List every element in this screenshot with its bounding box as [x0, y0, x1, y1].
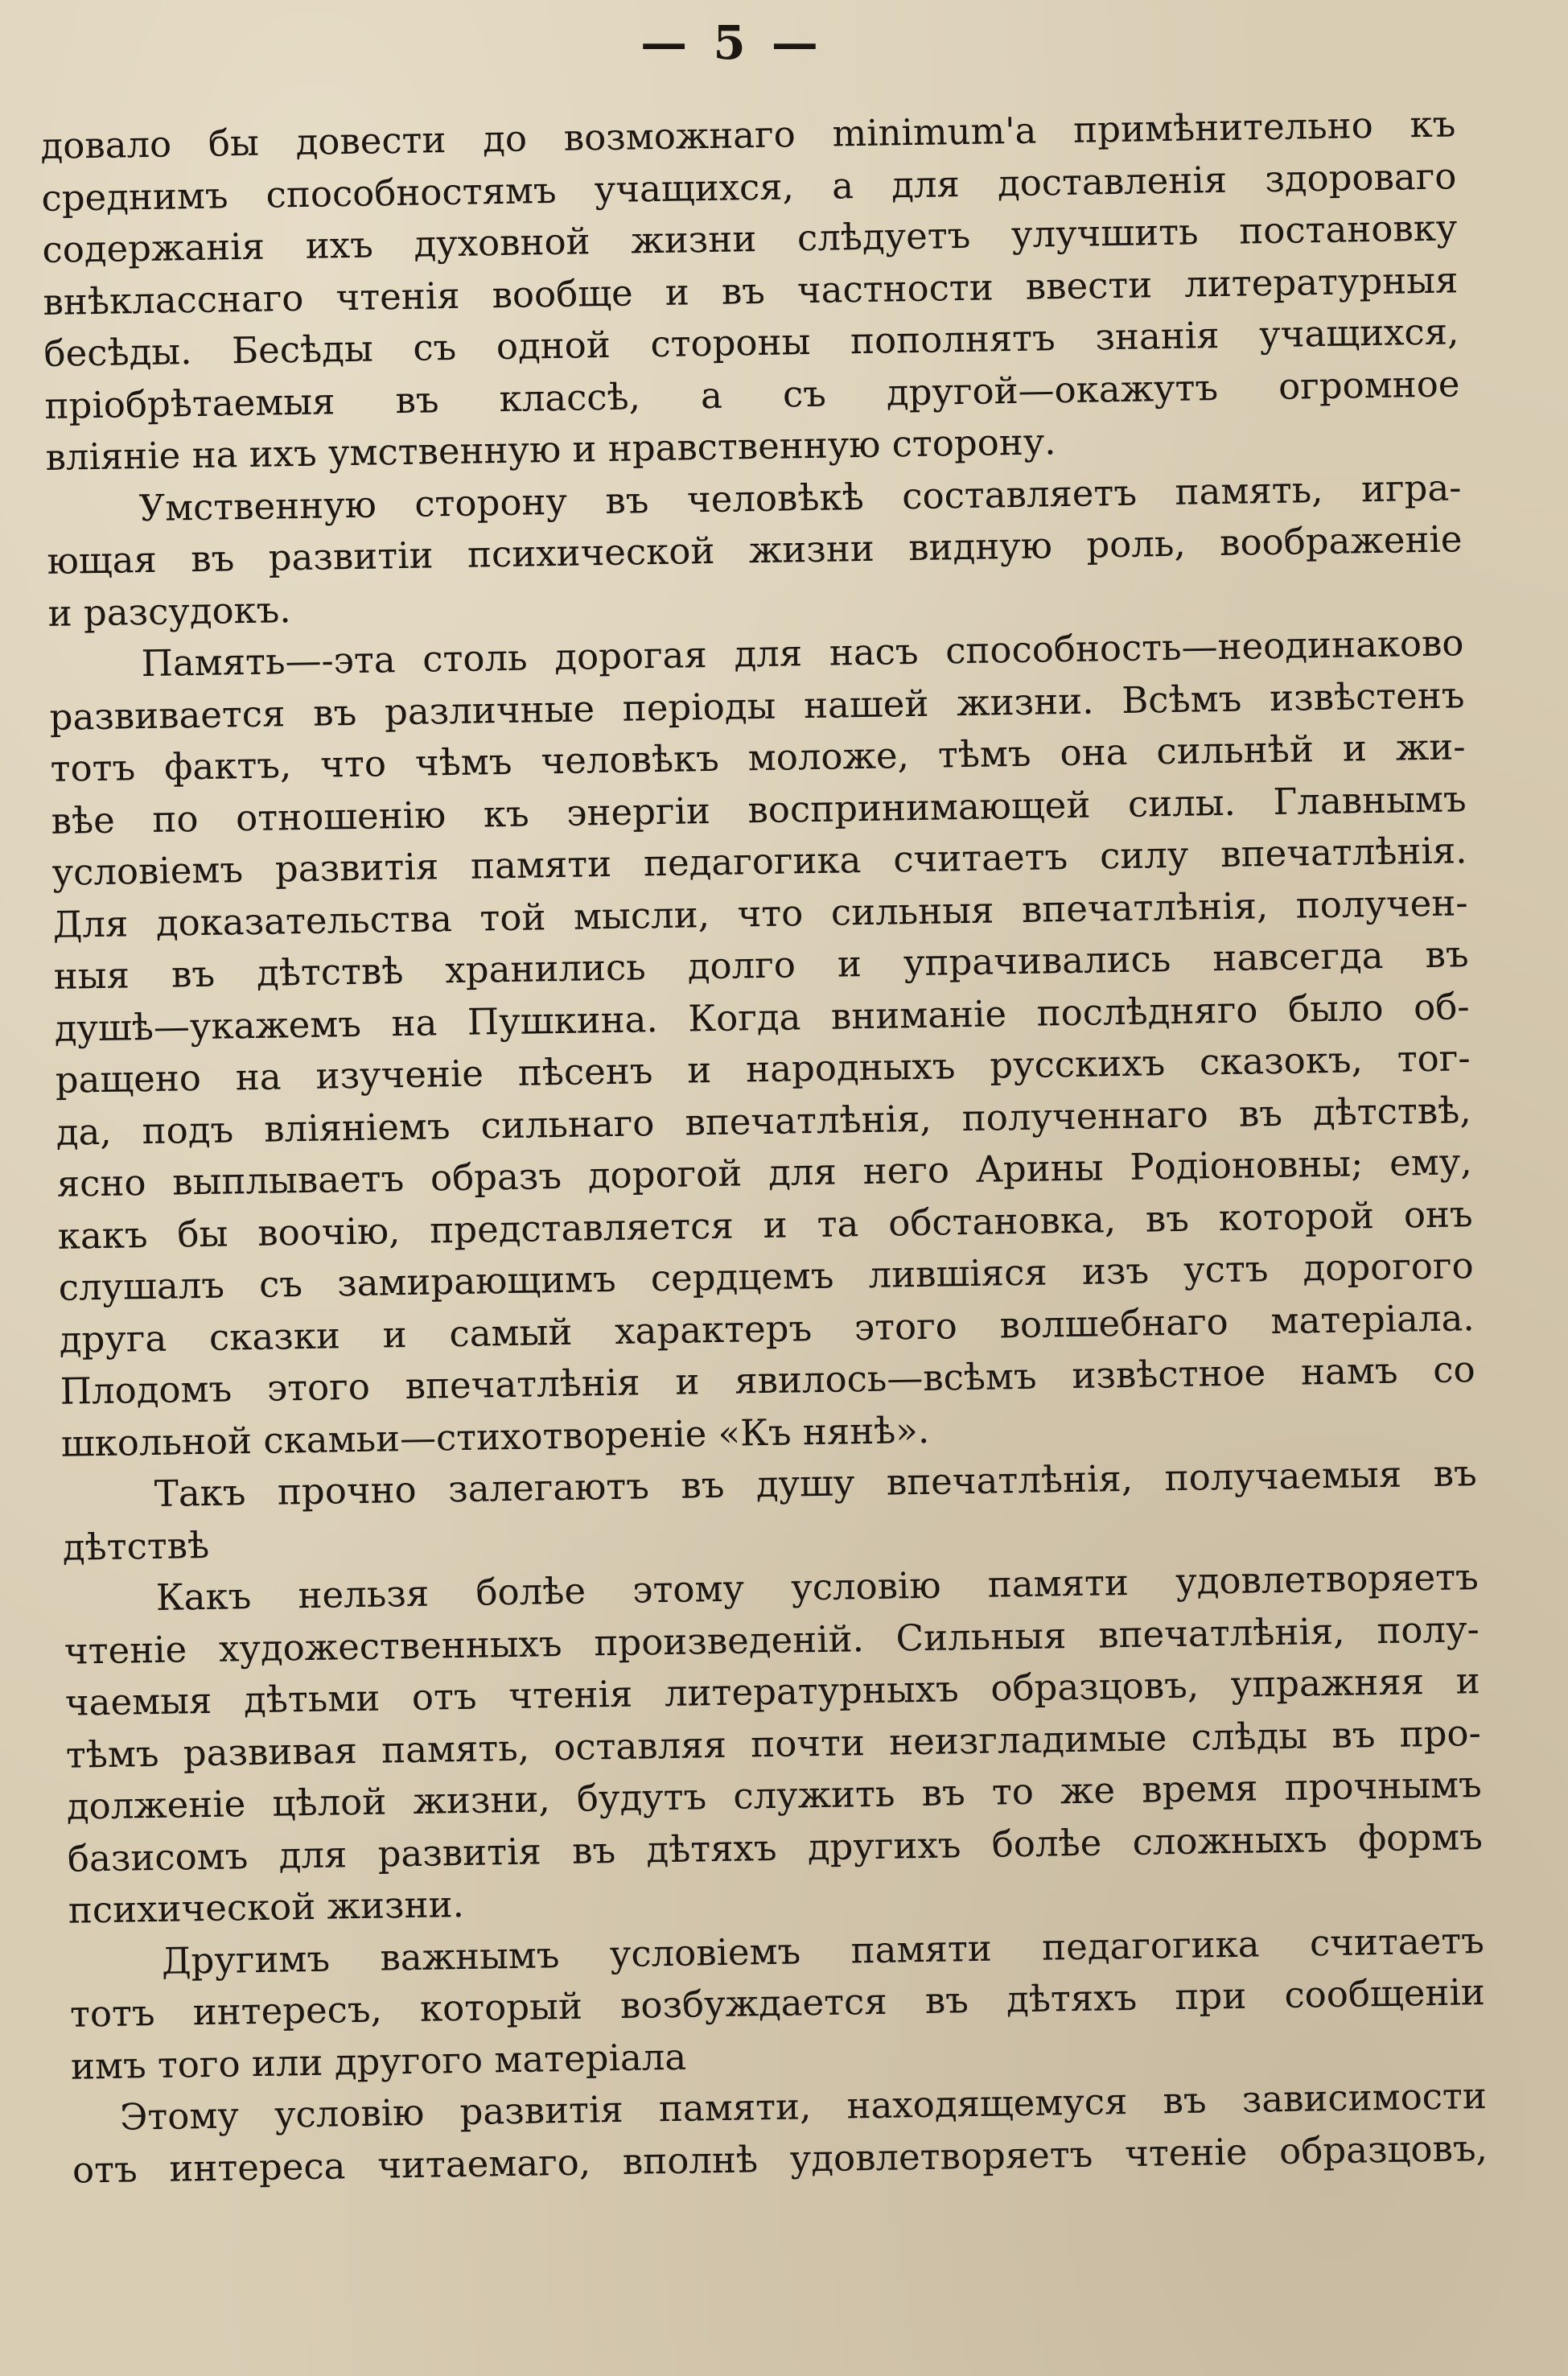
text-line: содержанія ихъ духовной жизни слѣдуетъ улучшить постановку: [42, 206, 1458, 271]
text-line: ющая въ развитіи психической жизни видную роль, воображеніе: [47, 517, 1463, 583]
text-line: ращено на изученіе пѣсенъ и народныхъ русскихъ сказокъ, тог-: [55, 1036, 1471, 1102]
text-line: развивается въ различные періоды нашей жизни. Всѣмъ извѣстенъ: [49, 673, 1465, 739]
text-line: и разсудокъ.: [47, 587, 292, 635]
text-line: ясно выплываетъ образъ дорогой для него Арины Родіоновны; ему,: [56, 1140, 1472, 1205]
text-line: долженіе цѣлой жизни, будутъ служить въ то же время прочнымъ: [66, 1763, 1483, 1828]
text-line: отъ интереса читаемаго, вполнѣ удовлетворяетъ чтеніе образцовъ,: [72, 2126, 1488, 2192]
text-line: Этому условію развитія памяти, находящемуся въ зависимости: [119, 2074, 1488, 2139]
text-line: какъ бы воочію, представляется и та обстановка, въ которой онъ: [57, 1192, 1473, 1258]
text-line: дѣтствѣ: [62, 1523, 210, 1569]
text-line: пріобрѣтаемыя въ классѣ, а съ другой—окажутъ огромное: [44, 361, 1460, 427]
text-line: школьной скамьи—стихотвореніе «Къ нянѣ».: [60, 1408, 930, 1465]
text-line: душѣ—укажемъ на Пушкина. Когда вниманіе послѣдняго было об-: [54, 984, 1470, 1050]
text-line: Умственную сторону въ человѣкѣ составляетъ память, игра-: [138, 465, 1462, 529]
text-line: внѣкласснаго чтенія вообще и въ частности ввести литературныя: [43, 257, 1459, 323]
text-line: Такъ прочно залегаютъ въ душу впечатлѣнія, получаемыя въ: [154, 1452, 1478, 1515]
text-line: довало бы довести до возможнаго minimum'а примѣнительно къ: [40, 102, 1456, 167]
text-line: Другимъ важнымъ условіемъ памяти педагогика считаетъ: [161, 1918, 1485, 1983]
text-line: условіемъ развитія памяти педагогика считаетъ силу впечатлѣнія.: [51, 829, 1467, 894]
text-line: слушалъ съ замирающимъ сердцемъ лившіяся изъ устъ дорогого: [58, 1244, 1474, 1309]
text-line: бесѣды. Бесѣды съ одной стороны пополнятъ знанія учащихся,: [43, 310, 1459, 375]
text-line: чаемыя дѣтьми отъ чтенія литературныхъ образцовъ, упражняя и: [64, 1659, 1481, 1724]
text-line: Память—-эта столь дорогая для насъ способность—неодинаково: [141, 621, 1464, 686]
page-number: — 5 —: [640, 15, 823, 70]
text-line: тѣмъ развивая память, оставляя почти неизгладимые слѣды въ про-: [65, 1711, 1482, 1777]
text-line: Для доказательства той мысли, что сильныя впечатлѣнія, получен-: [52, 880, 1468, 946]
text-line: Плодомъ этого впечатлѣнія и явилось—всѣмъ извѣстное намъ со: [60, 1348, 1476, 1413]
text-line: вѣе по отношенію къ энергіи воспринимающей силы. Главнымъ: [51, 776, 1467, 842]
text-line: да, подъ вліяніемъ сильнаго впечатлѣнія, полученнаго въ дѣтствѣ,: [56, 1088, 1471, 1154]
text-line: вліяніе на ихъ умственную и нравственную сторону.: [45, 420, 1056, 479]
text-line: имъ того или другого матеріала: [70, 2035, 687, 2088]
text-line: ныя въ дѣтствѣ хранились долго и упрачивались навсегда въ: [53, 933, 1469, 998]
text-line: тотъ фактъ, что чѣмъ человѣкъ моложе, тѣмъ она сильнѣй и жи-: [50, 725, 1466, 790]
text-line: психической жизни.: [68, 1883, 465, 1932]
text-line: чтеніе художественныхъ произведеній. Сильныя впечатлѣнія, полу-: [64, 1607, 1480, 1673]
text-line: базисомъ для развитія въ дѣтяхъ другихъ болѣе сложныхъ формъ: [67, 1814, 1484, 1880]
text-line: друга сказки и самый характеръ этого волшебнаго матеріала.: [59, 1295, 1475, 1361]
text-line: Какъ нельзя болѣе этому условію памяти удовлетворяетъ: [155, 1555, 1480, 1619]
body-text: [40, 98, 1488, 2196]
text-line: тотъ интересъ, который возбуждается въ дѣтяхъ при сообщеніи: [69, 1970, 1486, 2036]
text-line: среднимъ способностямъ учащихся, а для доставленія здороваго: [41, 154, 1457, 220]
